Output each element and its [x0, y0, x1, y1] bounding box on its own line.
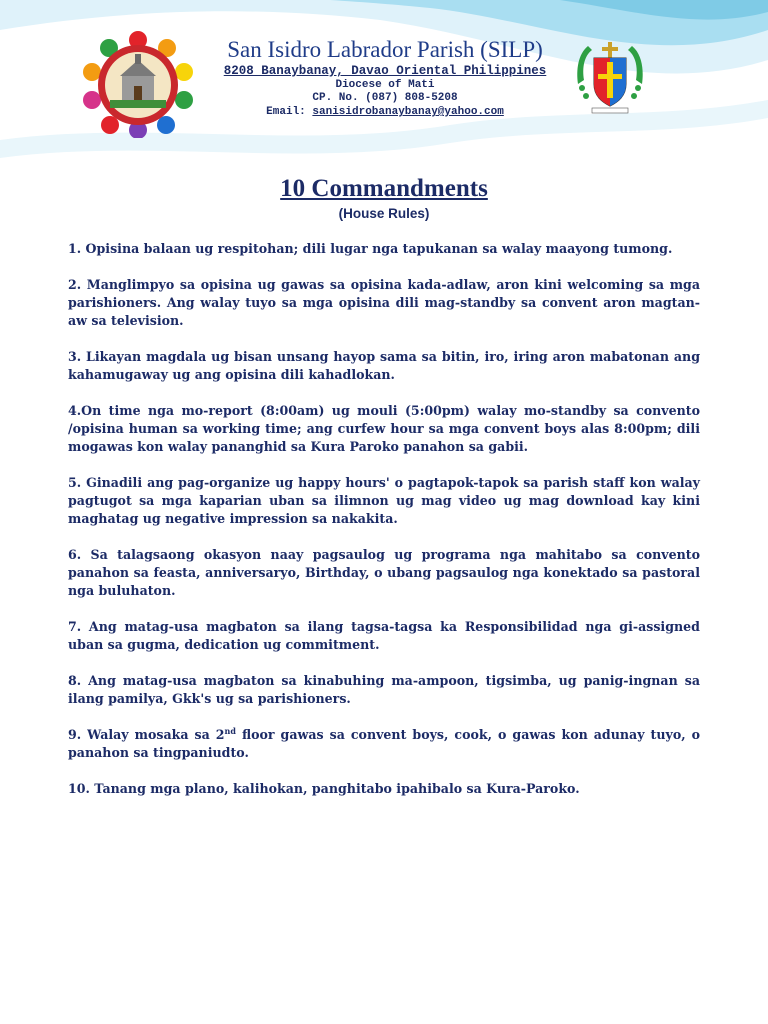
rule-9-text-end: floor gawas sa convent boys, cook, o gawas kon adunay tuyo, o panahon sa tingpaniudto.	[68, 727, 701, 760]
rule-9-text-start: 9. Walay mosaka sa 2	[68, 727, 225, 742]
email-address: sanisidrobanaybanay@yahoo.com	[312, 106, 504, 118]
diocese-coat-of-arms-icon	[574, 40, 646, 116]
rule-item-7: 7. Ang matag-usa magbaton sa ilang tagsa-tagsa ka Responsibilidad nga gi-assigned uban sa gugma, dedication ug commitment.	[68, 619, 700, 652]
rule-item-1: 1. Opisina balaan ug respitohan; dili lugar nga tapukanan sa walay maayong tumong.	[68, 241, 673, 256]
rule-item-5: 5. Ginadili ang pag-organize ug happy hours' o pagtapok-tapok sa parish staff kon walay pagtugot sa mga kaparian uban sa ilimnon ug mag video ug mag download kay kini maghatag ug negative impression sa nakakita.	[68, 475, 700, 526]
document-subtitle: (House Rules)	[338, 206, 430, 221]
parish-seal-icon	[82, 30, 194, 138]
document-title: 10 Commandments	[280, 175, 488, 202]
rule-item-4: 4.On time nga mo-report (8:00am) ug mouli (5:00pm) walay mo-standby sa convento /opisina human sa working time; ang curfew hour sa mga convent boys alas 8:00pm; dili mogawas kon walay pananghid sa Kura Paroko panahon sa gabii.	[68, 403, 700, 454]
letterhead	[200, 36, 570, 119]
rule-9-superscript: nd	[224, 725, 236, 736]
parish-name: San Isidro Labrador Parish (SILP)	[227, 37, 543, 62]
rule-item-8: 8. Ang matag-usa magbaton sa kinabuhing ma-ampoon, tigsimba, ug panig-ingnan sa ilang pamilya, Gkk's ug sa parishioners.	[68, 673, 700, 706]
email-line	[200, 105, 570, 119]
rule-item-3: 3. Likayan magdala ug bisan unsang hayop sama sa bitin, iro, iring aron mabatonan ang kahamugaway ug ang opisina dili kahadlokan.	[68, 349, 700, 382]
house-rules-list	[68, 240, 700, 816]
rule-item-9	[68, 726, 700, 762]
phone-number: CP. No. (087) 808-5208	[312, 92, 458, 104]
diocese-name: Diocese of Mati	[335, 79, 435, 91]
email-label: Email:	[266, 106, 306, 118]
parish-address: 8208 Banaybanay, Davao Oriental Philippines	[223, 64, 547, 78]
rule-item-6: 6. Sa talagsaong okasyon naay pagsaulog ug programa nga mahitabo sa convento panahon sa feasta, anniversaryo, Birthday, o ubang pagsaulog nga konektado sa pastoral nga buluhaton.	[68, 547, 700, 598]
rule-item-2: 2. Manglimpyo sa opisina ug gawas sa opisina kada-adlaw, aron kini welcoming sa mga parishioners. Ang walay tuyo sa mga opisina dili mag-standby sa convent aron magtan-aw sa television.	[68, 277, 700, 328]
rule-item-10: 10. Tanang mga plano, kalihokan, panghitabo ipahibalo sa Kura-Paroko.	[68, 781, 580, 796]
document-title-block	[0, 174, 768, 224]
